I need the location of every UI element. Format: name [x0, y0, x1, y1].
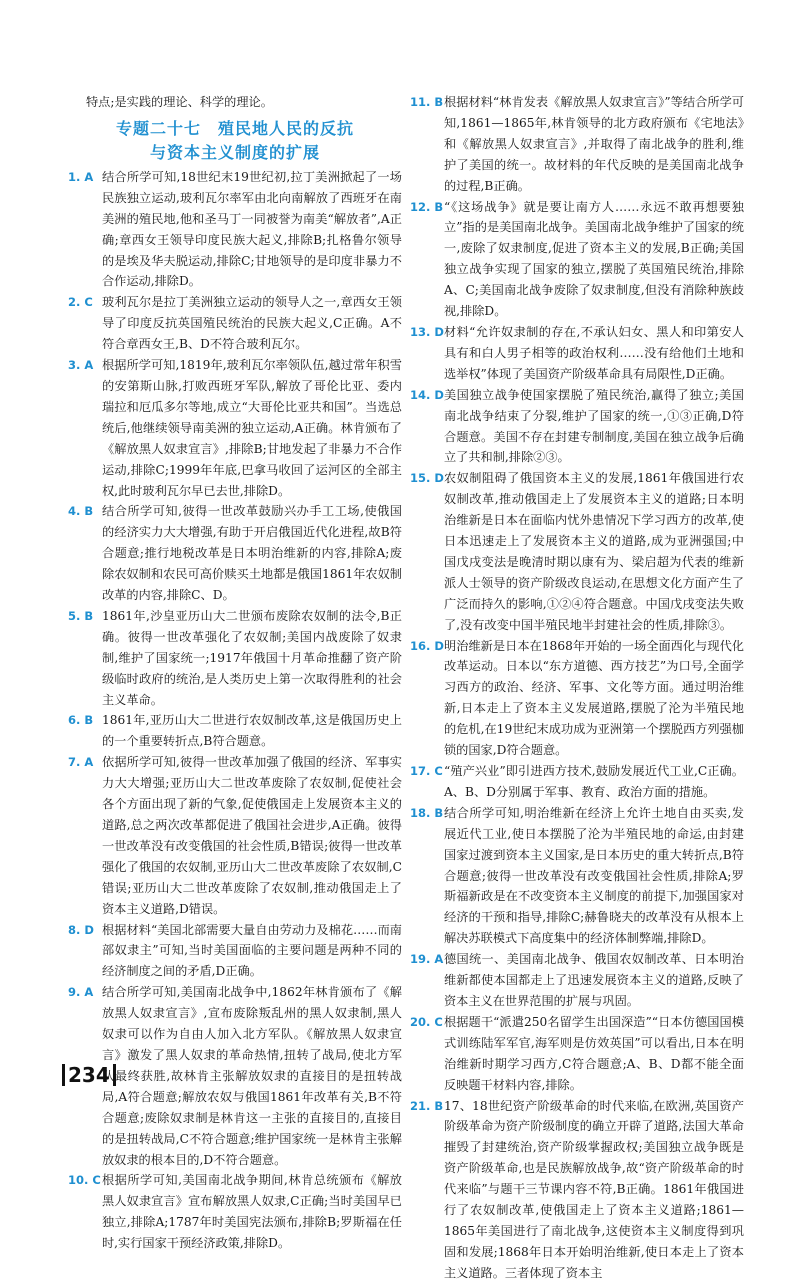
answer-explanation: 结合所学可知,明治维新在经济上允许土地自由买卖,发展近代工业,使日本摆脱了沦为半殖民地的命运,由封建国家过渡到资本主义国家,是日本历史的重大转折点,B符合题意;彼得一世改革没有改变俄国社会性质,排除A;罗斯福新政是在不改变资本主义制度的前提下,加强国家对经济的干预和指导,排除C;赫鲁晓夫的改革没有从根本上解决苏联模式下高度集中的经济体制弊端,排除D。 [444, 805, 744, 946]
answer-item [68, 920, 402, 983]
answer-number: 1. A [68, 169, 94, 184]
answer-explanation: 1861年,沙皇亚历山大二世颁布废除农奴制的法令,B正确。彼得一世改革强化了农奴制;美国内战废除了奴隶制,维护了国家统一;1917年俄国十月革命推翻了资产阶级临时政府的统治,是人类历史上第一次取得胜利的社会主义革命。 [102, 608, 402, 707]
answer-explanation: 农奴制阻碍了俄国资本主义的发展,1861年俄国进行农奴制改革,推动俄国走上了发展资本主义的道路;日本明治维新是日本在面临内忧外患情况下学习西方的改革,使日本迅速走上了发展资本主义的道路,成为亚洲强国;中国戊戌变法是晚清时期以康有为、梁启超为代表的维新派人士领导的资产阶级改良运动,在思想文化方面产生了广泛而持久的影响,①②④符合题意。中国戊戌变法失败了,没有改变中国半殖民地半封建社会的性质,排除③。 [444, 471, 744, 632]
page-number: 234 [62, 1064, 116, 1086]
answer-number: 8. D [68, 922, 94, 937]
answer-item [68, 982, 402, 1170]
answer-explanation: 根据材料“美国北部需要大量自由劳动力及棉花……而南部奴隶主”可知,当时美国面临的主要问题是两种不同的经济制度之间的矛盾,D正确。 [102, 922, 402, 979]
answer-explanation: “殖产兴业”即引进西方技术,鼓励发展近代工业,C正确。A、B、D分别属于军事、教育、政治方面的措施。 [444, 764, 744, 799]
answer-number: 16. D [410, 638, 444, 653]
answer-item [410, 385, 744, 469]
answer-number: 20. C [410, 1014, 443, 1029]
section-title-line1: 专题二十七 殖民地人民的反抗 [115, 118, 354, 138]
answer-number: 21. B [410, 1098, 444, 1113]
answer-explanation: “《这场战争》就是要让南方人……永远不敢再想要独立”指的是美国南北战争。美国南北战争维护了国家的统一,废除了奴隶制度,促进了资本主义的发展,B正确;美国独立战争实现了国家的独立,摆脱了英国殖民统治,排除A、C;美国南北战争废除了奴隶制度,但没有消除种族歧视,排除D。 [444, 199, 744, 319]
left-answer-list [68, 167, 402, 1254]
answer-explanation: 1861年,亚历山大二世进行农奴制改革,这是俄国历史上的一个重要转折点,B符合题意。 [102, 713, 402, 749]
answer-explanation: 德国统一、美国南北战争、俄国农奴制改革、日本明治维新都使本国都走上了迅速发展资本主义的道路,反映了资本主义在世界范围的扩展与巩固。 [444, 952, 744, 1008]
answer-number: 17. C [410, 764, 443, 778]
answer-explanation: 根据材料“林肯发表《解放黑人奴隶宣言》”等结合所学可知,1861—1865年,林肯领导的北方政府颁布《宅地法》和《解放黑人奴隶宣言》,并取得了南北战争的胜利,维护了美国的统一。故材料的年代反映的是美国南北战争的过程,B正确。 [444, 95, 744, 193]
answer-item [410, 92, 744, 197]
answer-number: 9. A [68, 985, 94, 1000]
answer-item [68, 1170, 402, 1254]
answer-number: 18. B [410, 805, 444, 820]
answer-item [68, 355, 402, 501]
answer-explanation: 结合所学可知,美国南北战争中,1862年林肯颁布了《解放黑人奴隶宣言》,宣布废除叛乱州的黑人奴隶制,黑人奴隶可以作为自由人加入北方军队。《解放黑人奴隶宣言》激发了黑人奴隶的革命热情,扭转了战局,使北方军队最终获胜,故林肯主张解放奴隶的直接目的是扭转战局,A符合题意;解放农奴与俄国1861年改革有关,B不符合题意;废除奴隶制是林肯这一主张的直接目的,直接目的是扭转战局,C不符合题意;维护国家统一是林肯主张解放奴隶的根本目的,D不符合题意。 [102, 985, 402, 1167]
answer-item [410, 761, 744, 803]
answer-number: 2. C [68, 295, 93, 310]
answer-item [410, 197, 744, 322]
right-column [410, 92, 744, 1284]
answer-explanation: 玻利瓦尔是拉丁美洲独立运动的领导人之一,章西女王领导了印度反抗英国殖民统治的民族大起义,C正确。A不符合章西女王,B、D不符合玻利瓦尔。 [102, 295, 402, 352]
answer-item [410, 803, 744, 949]
lead-text: 特点;是实践的理论、科学的理论。 [86, 95, 273, 109]
answer-item [410, 1012, 744, 1096]
right-answer-list [410, 92, 744, 1284]
answer-item [68, 167, 402, 292]
answer-number: 7. A [68, 755, 94, 770]
answer-item [68, 606, 402, 711]
answer-explanation: 根据所学可知,美国南北战争期间,林肯总统颁布《解放黑人奴隶宣言》宣布解放黑人奴隶,C正确;当时美国早已独立,排除A;1787年时美国宪法颁布,排除B;罗斯福在任时,实行国家干预经济政策,排除D。 [102, 1173, 402, 1251]
answer-explanation: 美国独立战争使国家摆脱了殖民统治,赢得了独立;美国南北战争结束了分裂,维护了国家的统一,①③正确,D符合题意。美国不存在封建专制制度,美国在独立战争后确立了共和制,排除②③。 [444, 387, 744, 465]
answer-item [410, 322, 744, 385]
section-title-line2: 与资本主义制度的扩展 [149, 142, 320, 162]
answer-explanation: 17、18世纪资产阶级革命的时代来临,在欧洲,英国资产阶级革命为资产阶级制度的确立开辟了道路,法国大革命摧毁了封建统治,资产阶级掌握政权;美国独立战争既是资产阶级革命,也是民族解放战争,故“资产阶级革命的时代来临”与题干三节课内容不符,B正确。1861年俄国进行了农奴制改革,使俄国走上了资本主义道路;1861—1865年美国进行了南北战争,这使资本主义制度得到巩固和发展;1868年日本开始明治维新,使日本走上了资本主义道路。三者体现了资本主 [444, 1098, 744, 1280]
answer-number: 19. A [410, 952, 444, 967]
left-column [68, 92, 402, 1254]
answer-explanation: 结合所学可知,彼得一世改革鼓励兴办手工工场,使俄国的经济实力大大增强,有助于开启俄国近代化进程,故B符合题意;推行地税改革是日本明治维新的内容,排除A;废除农奴制和农民可高价赎买土地都是俄国1861年农奴制改革的内容,排除C、D。 [102, 504, 402, 603]
answer-number: 13. D [410, 324, 444, 339]
answer-explanation: 材料“允许奴隶制的存在,不承认妇女、黑人和印第安人具有和白人男子相等的政治权利……没有给他们土地和选举权”体现了美国资产阶级革命具有局限性,D正确。 [444, 324, 744, 381]
answer-item [410, 1096, 744, 1284]
answer-explanation: 依据所学可知,彼得一世改革加强了俄国的经济、军事实力大大增强;亚历山大二世改革废除了农奴制,促使社会各个方面出现了新的气象,促使俄国走上发展资本主义的道路,总之两次改革都促进了俄国社会进步,A正确。彼得一世改革没有改变俄国的社会性质,B错误;彼得一世改革强化了俄国的农奴制,亚历山大二世改革废除了农奴制,C错误;亚历山大二世改革废除了农奴制,推动俄国走上了资本主义道路,D错误。 [102, 755, 402, 916]
answer-item [68, 752, 402, 919]
answer-number: 5. B [68, 608, 94, 623]
answer-number: 11. B [410, 95, 444, 109]
answer-item [68, 501, 402, 606]
answer-item [410, 468, 744, 635]
answer-explanation: 明治维新是日本在1868年开始的一场全面西化与现代化改革运动。日本以“东方道德、西方技艺”为口号,全面学习西方的政治、经济、军事、文化等方面。通过明治维新,日本走上了资本主义发展道路,摆脱了沦为半殖民地的危机,在19世纪末成功成为亚洲第一个摆脱西方列强枷锁的国家,D符合题意。 [444, 638, 744, 758]
answer-number: 12. B [410, 199, 444, 214]
answer-number: 6. B [68, 713, 94, 728]
answer-number: 4. B [68, 504, 94, 519]
answer-explanation: 根据所学可知,1819年,玻利瓦尔率领队伍,越过常年积雪的安第斯山脉,打败西班牙军队,解放了哥伦比亚、委内瑞拉和厄瓜多尔等地,成立“大哥伦比亚共和国”。当选总统后,他继续领导南美洲的独立运动,A正确。林肯颁布了《解放黑人奴隶宣言》,排除B;甘地发起了非暴力不合作运动,排除C;1999年年底,巴拿马收回了运河区的全部主权,此时玻利瓦尔早已去世,排除D。 [102, 358, 402, 498]
answer-explanation: 根据题干“派遣250名留学生出国深造”“日本仿德国国模式训练陆军军官,海军则是仿效英国”可以看出,日本在明治维新时期学习西方,C符合题意;A、B、D都不能全面反映题干材料内容,排除。 [444, 1014, 744, 1092]
answer-number: 14. D [410, 387, 444, 402]
section-title [68, 117, 402, 165]
answer-number: 10. C [68, 1173, 101, 1188]
answer-number: 15. D [410, 471, 444, 486]
answer-number: 3. A [68, 358, 94, 373]
answer-explanation: 结合所学可知,18世纪末19世纪初,拉丁美洲掀起了一场民族独立运动,玻利瓦尔率军由北向南解放了西班牙在南美洲的殖民地,他和圣马丁一同被誉为南美“解放者”,A正确;章西女王领导印度民族大起义,排除B;扎格鲁尔领导的是埃及华夫脱运动,排除C;甘地领导的是印度非暴力不合作运动,排除D。 [102, 169, 402, 289]
answer-item [410, 636, 744, 761]
answer-item [68, 292, 402, 355]
answer-item [68, 710, 402, 752]
answer-item [410, 949, 744, 1012]
